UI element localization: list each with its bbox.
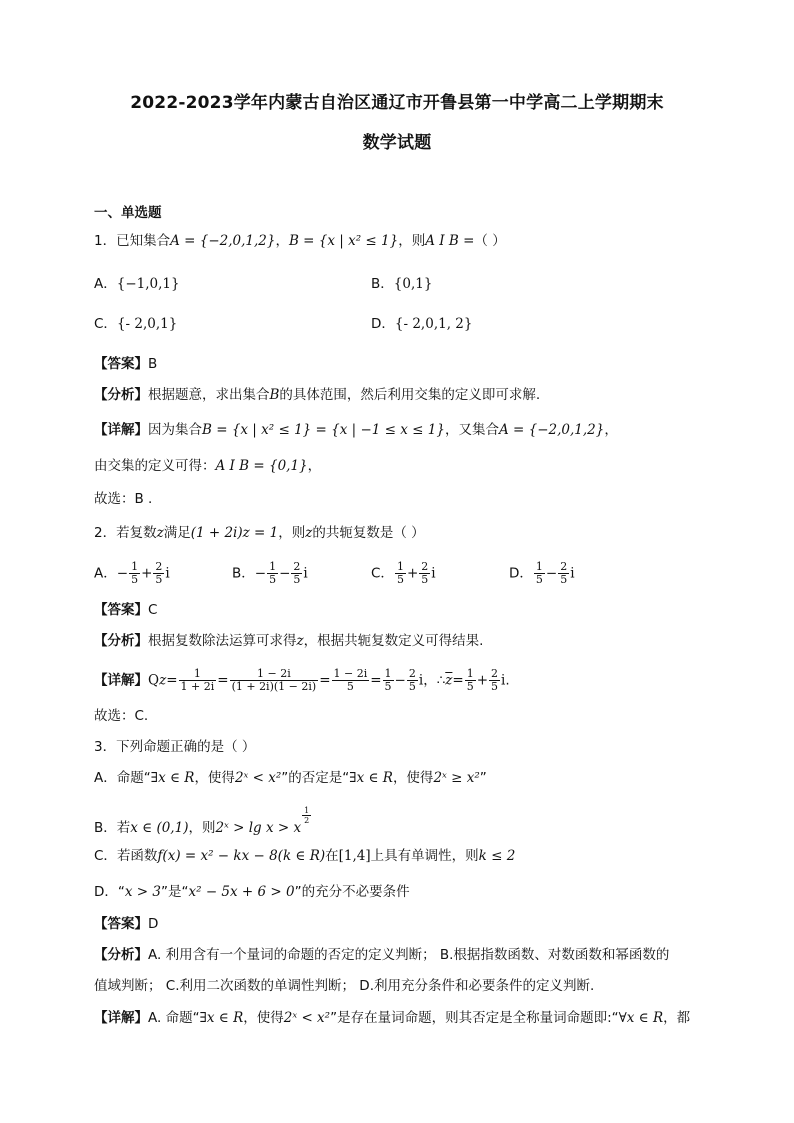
q1-option-d: D．{- 2,0,1, 2} bbox=[371, 316, 473, 332]
q3-analysis: 【分析】A. 利用含有一个量词的命题的否定的定义判断； B.根据指数函数、对数函数和幂函数的 bbox=[94, 947, 670, 963]
q3-option-d: D．“x > 3”是“x² − 5x + 6 > 0”的充分不必要条件 bbox=[94, 884, 410, 900]
q2-stem: 2．若复数z满足(1 + 2i)z = 1，则z的共轭复数是（ ） bbox=[94, 525, 425, 541]
q1-choice: 故选：B . bbox=[94, 491, 153, 507]
q2-option-d: D． $\frac{1}{5}$ − $\frac{2}{5}$ i bbox=[509, 560, 575, 586]
q1-option-b: B．{0,1} bbox=[371, 276, 433, 292]
q3-analysis-line2: 值域判断； C.利用二次函数的单调性判断； D.利用充分条件和必要条件的定义判断. bbox=[94, 978, 595, 994]
q3-option-c: C．若函数f(x) = x² − kx − 8(k ∈ R)在[1,4]上具有单调性，则k ≤ 2 bbox=[94, 848, 516, 864]
page-subtitle: 数学试题 bbox=[362, 133, 432, 153]
q2-analysis: 【分析】根据复数除法运算可求得z，根据共轭复数定义可得结果. bbox=[94, 633, 484, 649]
q1-stem: 1．已知集合A = {−2,0,1,2}，B = {x | x² ≤ 1}，则A I B =（ ） bbox=[94, 233, 506, 249]
q1-option-c: C．{- 2,0,1} bbox=[94, 316, 178, 332]
q3-detail: 【详解】A. 命题“∃x ∈ R，使得2ˣ < x²”是存在量词命题，则其否定是全称量词命题即:“∀x ∈ R，都 bbox=[94, 1010, 691, 1026]
q3-answer: 【答案】D bbox=[94, 916, 159, 932]
q2-detail: 【详解】Qz= $\frac{1}{1 + 2i}$ = $\frac{1 - 2i}{(1 + 2i)(1 - 2i)}$ = $\frac{1 - 2i}{5}$ = $\frac{1}{5}$ − $\frac{2}{5}$ i，$\therefore\overline{z}=$ $\frac{1}{5}$ + $\frac{2}{5}$ i. bbox=[94, 667, 510, 693]
q2-option-b: B．− $\frac{1}{5}$ − $\frac{2}{5}$ i bbox=[232, 560, 308, 586]
q2-answer: 【答案】C bbox=[94, 602, 158, 618]
page-title: 2022-2023学年内蒙古自治区通辽市开鲁县第一中学高二上学期期末 bbox=[130, 93, 664, 113]
q1-detail-line2: 由交集的定义可得：A I B = {0,1}， bbox=[94, 458, 322, 474]
section-heading: 一、单选题 bbox=[94, 205, 162, 221]
q3-option-a: A．命题“∃x ∈ R，使得2ˣ < x²”的否定是“∃x ∈ R，使得2ˣ ≥ x²” bbox=[94, 770, 487, 786]
q1-option-a: A．{−1,0,1} bbox=[94, 276, 180, 292]
q2-choice: 故选：C. bbox=[94, 708, 149, 724]
q2-option-a: A．− $\frac{1}{5}$ + $\frac{2}{5}$ i bbox=[94, 560, 170, 586]
q1-detail: 【详解】因为集合B = {x | x² ≤ 1} = {x | −1 ≤ x ≤ 1}，又集合A = {−2,0,1,2}， bbox=[94, 422, 618, 438]
q2-option-c: C． $\frac{1}{5}$ + $\frac{2}{5}$ i bbox=[371, 560, 436, 586]
q3-stem: 3．下列命题正确的是（ ） bbox=[94, 739, 256, 755]
q3-option-b: B．若x ∈ (0,1)，则2ˣ > lg x > x $^{\frac{1}{2}}$ bbox=[94, 806, 310, 836]
q1-answer: 【答案】B bbox=[94, 356, 158, 372]
q1-analysis: 【分析】根据题意，求出集合B的具体范围，然后利用交集的定义即可求解. bbox=[94, 387, 541, 403]
